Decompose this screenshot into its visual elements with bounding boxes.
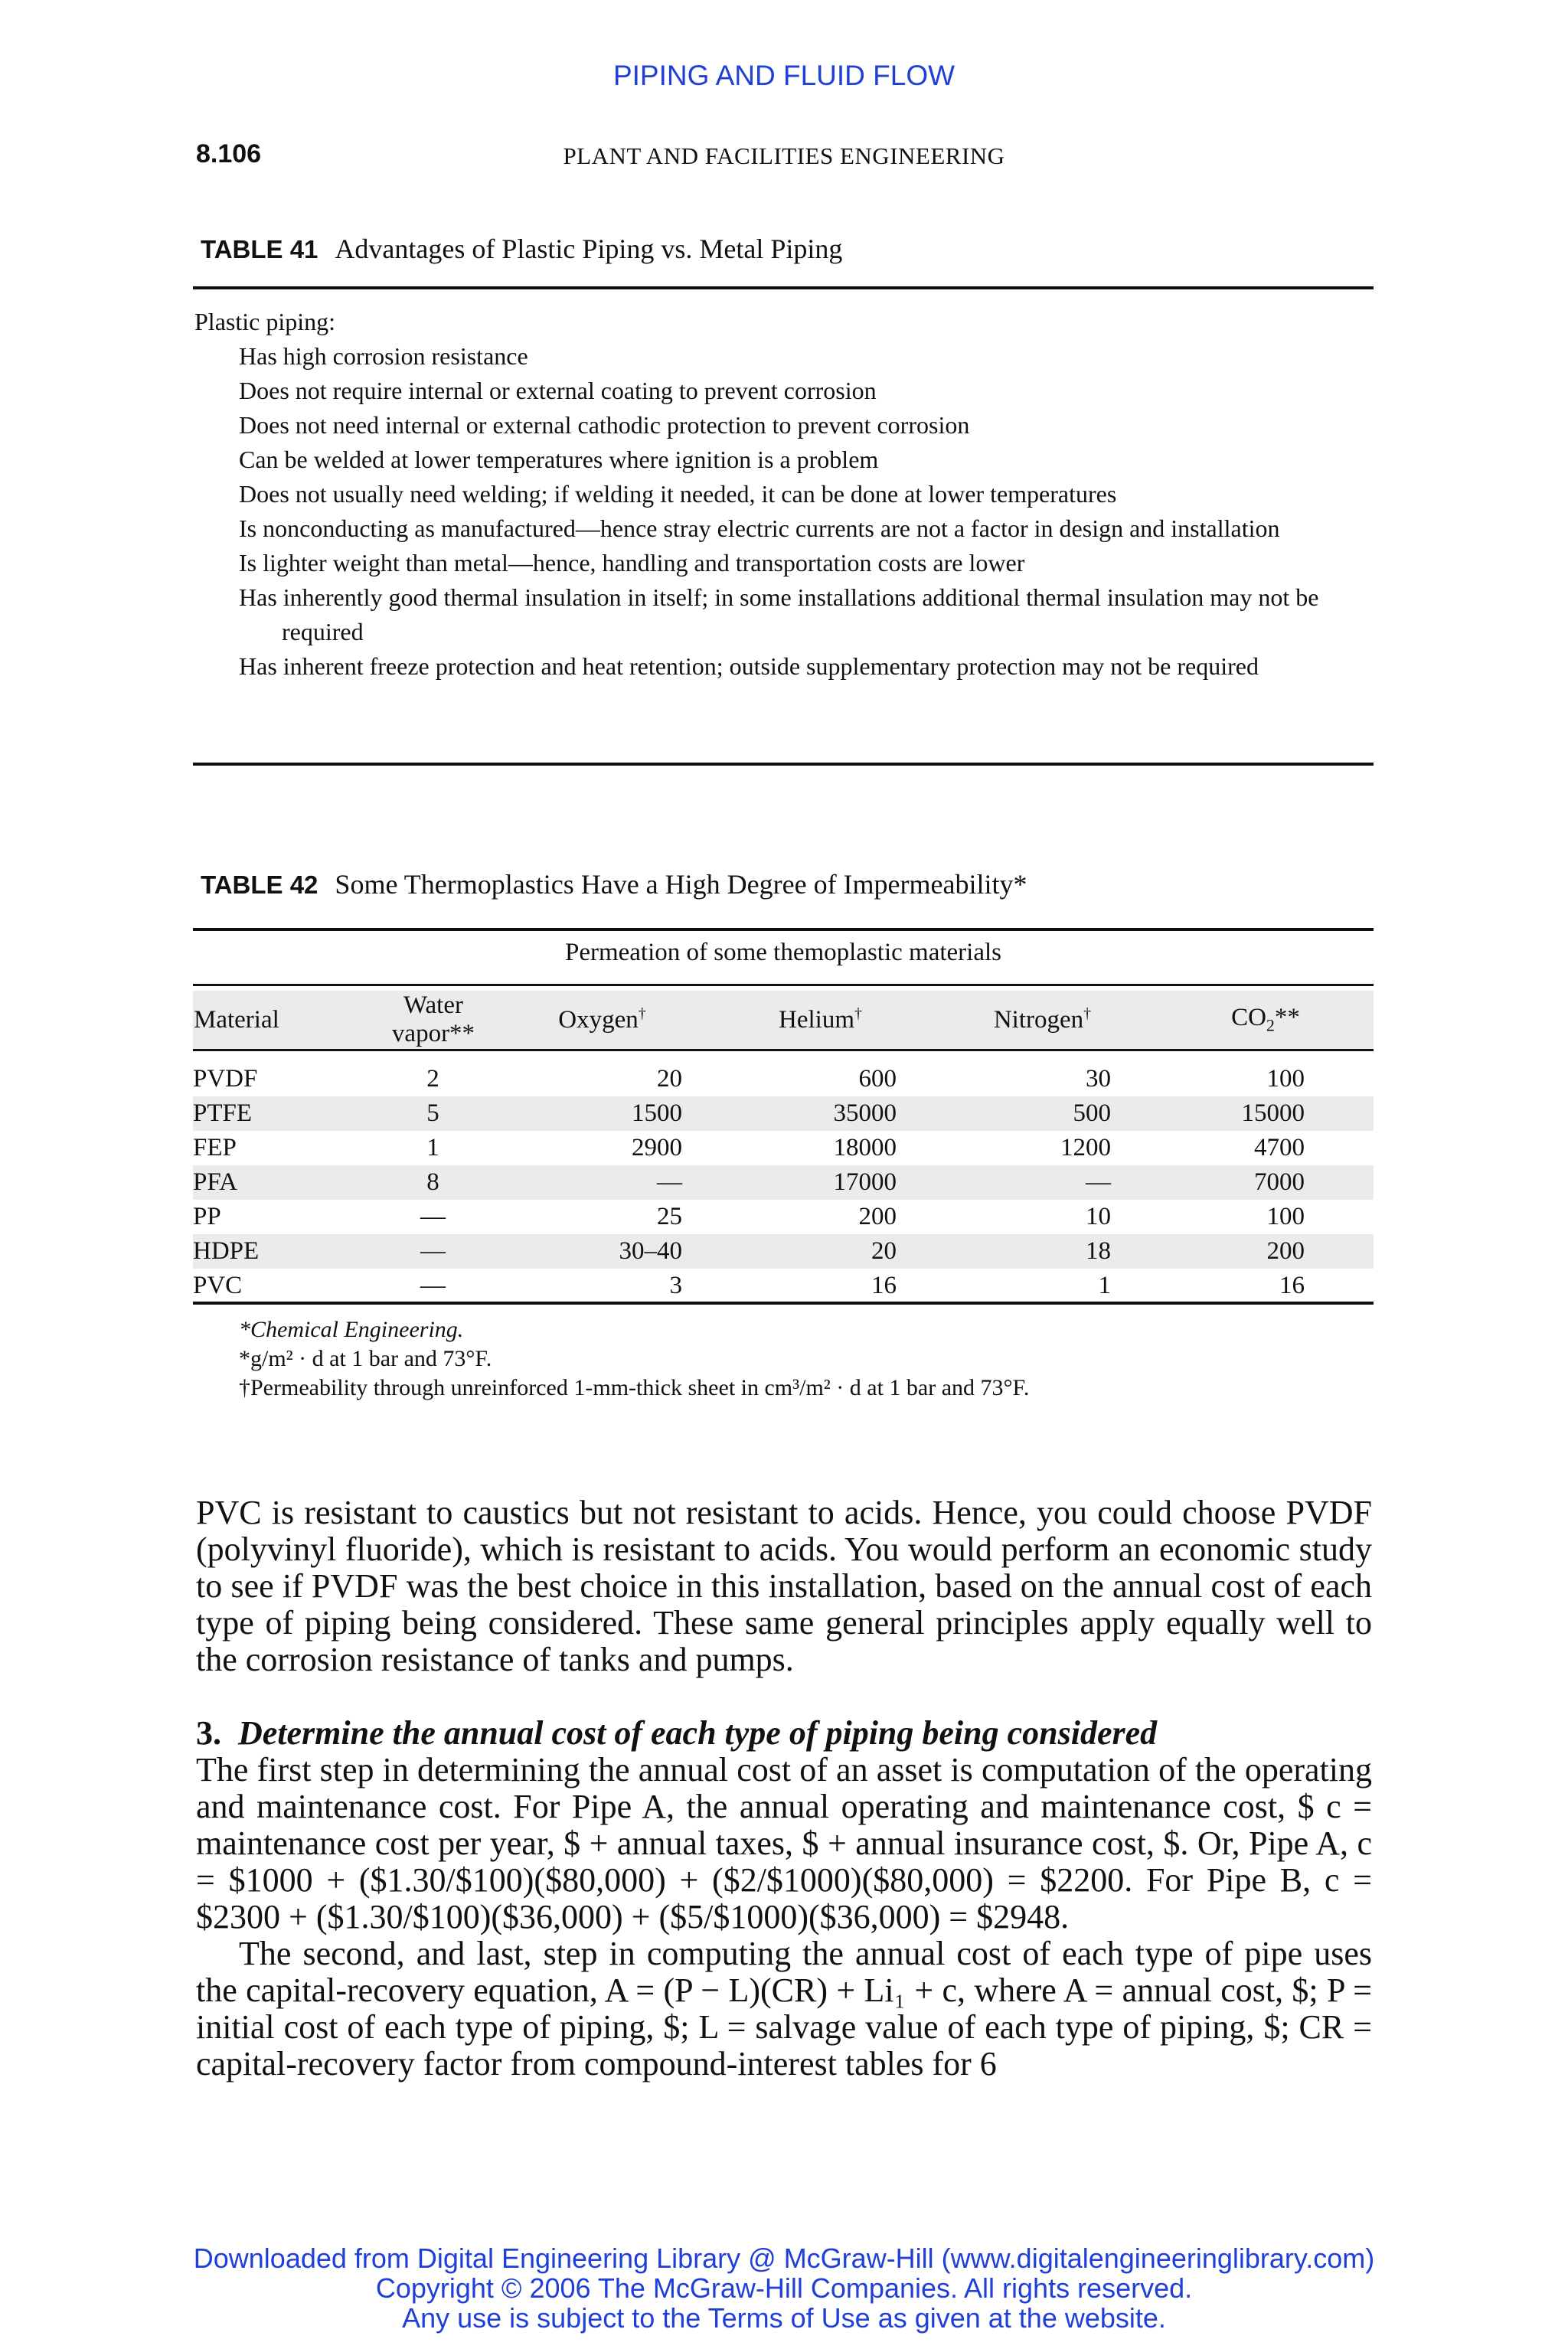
col-nitrogen: Nitrogen† <box>927 991 1157 1050</box>
cell-material: PVDF <box>193 1065 258 1093</box>
cell-helium: 17000 <box>713 1165 927 1200</box>
step-number: 3. <box>196 1714 221 1752</box>
cell-helium: 18000 <box>833 1134 897 1161</box>
cell-material: PTFE <box>193 1096 375 1131</box>
table-row <box>193 1200 1374 1234</box>
cell-nitrogen: 1200 <box>1060 1134 1111 1161</box>
col-material: Material <box>193 991 375 1050</box>
cell-co2: 100 <box>1266 1065 1305 1093</box>
cell-nitrogen: 500 <box>927 1096 1157 1131</box>
footer-copyright: Copyright © 2006 The McGraw-Hill Companies. All rights reserved. <box>375 2272 1193 2304</box>
cell-nitrogen: 30 <box>1086 1065 1111 1093</box>
table41-item: Is lighter weight than metal—hence, handling and transportation costs are lower <box>239 549 1025 577</box>
cell-water: 8 <box>375 1165 491 1200</box>
cell-oxygen: — <box>491 1165 713 1200</box>
table41-title: Advantages of Plastic Piping vs. Metal Piping <box>335 234 843 264</box>
cell-co2: 100 <box>1266 1203 1305 1230</box>
paragraph-2: The first step in determining the annual cost of an asset is computation of the operating and maintenance cost. For Pipe A, the annual operating and maintenance cost, $ c = maintenance cost per year, $ + annual taxes, $ + annual insurance cost, $. Or, Pipe A, c = $1000 + ($1.30/$100)($80,000) + ($2/$1000)($80,000) = $2200. For Pipe B, c = $2300 + ($1.30/$100)($36,000) + ($5/$1000)($36,000) = $2948. <box>196 1751 1372 1936</box>
body-text <box>196 1494 1372 2082</box>
paragraph-1: PVC is resistant to caustics but not resistant to acids. Hence, you could choose PVDF (polyvinyl fluoride), which is resistant to acids. You would perform an economic study to see if PVDF was the best choice in this installation, based on the annual cost of each type of piping being considered. These same general principles apply equally well to the corrosion resistance of tanks and pumps. <box>196 1494 1372 1678</box>
cell-nitrogen: 18 <box>927 1234 1157 1269</box>
cell-oxygen: 3 <box>669 1272 682 1299</box>
cell-nitrogen: — <box>927 1165 1157 1200</box>
cell-helium: 20 <box>713 1234 927 1269</box>
table42-notes <box>239 1315 1029 1403</box>
table41-item: Is nonconducting as manufactured—hence stray electric currents are not a factor in design and installation <box>239 514 1280 542</box>
cell-water: 5 <box>375 1096 491 1131</box>
cell-water: — <box>420 1272 446 1299</box>
table41-item: Does not need internal or external cathodic protection to prevent corrosion <box>239 411 970 439</box>
table41-caption <box>201 233 842 265</box>
cell-water: — <box>420 1203 446 1230</box>
step-heading <box>196 1715 1372 1752</box>
cell-helium: 35000 <box>713 1096 927 1131</box>
cell-co2: 4700 <box>1254 1134 1305 1161</box>
cell-water: — <box>375 1234 491 1269</box>
cell-oxygen: 20 <box>657 1065 682 1093</box>
table42-bottom-rule <box>193 1302 1374 1305</box>
table41-label: TABLE 41 <box>201 235 318 263</box>
table-row <box>193 1050 1374 1097</box>
table41-body <box>194 305 1374 684</box>
running-head: PLANT AND FACILITIES ENGINEERING <box>563 142 1005 169</box>
table42-title: Some Thermoplastics Have a High Degree of Impermeability* <box>335 869 1027 900</box>
table41-item: Has inherent freeze protection and heat retention; outside supplementary protection may not be required <box>239 652 1259 680</box>
table41-top-rule <box>193 286 1374 289</box>
col-helium: Helium† <box>713 991 927 1050</box>
cell-helium: 16 <box>871 1272 897 1299</box>
table-row <box>193 1131 1374 1165</box>
table41-item: Does not usually need welding; if welding it needed, it can be done at lower temperatures <box>239 480 1117 508</box>
table-header-row <box>193 991 1374 1050</box>
table41-bottom-rule <box>193 763 1374 766</box>
table-row <box>193 1269 1374 1315</box>
cell-oxygen: 1500 <box>491 1096 713 1131</box>
cell-oxygen: 2900 <box>632 1134 682 1161</box>
table42-subheading: Permeation of some themoplastic materials <box>564 939 1001 966</box>
note-source: *Chemical Engineering. <box>239 1317 464 1342</box>
table42-top-rule <box>193 928 1374 931</box>
footer <box>0 2243 1568 2333</box>
table42-caption <box>201 868 1027 900</box>
cell-nitrogen: 1 <box>1098 1272 1111 1299</box>
table41-list <box>194 339 1374 684</box>
cell-helium: 200 <box>858 1203 897 1230</box>
step-title: Determine the annual cost of each type of piping being considered <box>238 1714 1158 1752</box>
col-co2: $CO_2**$ <box>1157 991 1374 1050</box>
footer-download-link[interactable]: Downloaded from Digital Engineering Library @ McGraw-Hill (www.digitalengineeringlibrary.com) <box>193 2243 1375 2274</box>
cell-material: PVC <box>193 1272 243 1299</box>
table41-heading: Plastic piping: <box>194 308 335 335</box>
table-row <box>193 1096 1374 1131</box>
table-row <box>193 1234 1374 1269</box>
cell-material: PP <box>193 1203 221 1230</box>
cell-material: PFA <box>193 1165 375 1200</box>
cell-nitrogen: 10 <box>1086 1203 1111 1230</box>
paragraph-3: The second, and last, step in computing the annual cost of each type of pipe uses the capital-recovery equation, A = (P − L)(CR) + Li₁ + c, where A = annual cost, $; P = initial cost of each type of piping, $; L = salvage value of each type of piping, $; CR = capital-recovery factor from compound-interest tables for 6 <box>196 1935 1372 2082</box>
cell-oxygen: 25 <box>657 1203 682 1230</box>
cell-co2: 7000 <box>1157 1165 1374 1200</box>
table-row <box>193 1165 1374 1200</box>
page-number: 8.106 <box>196 139 262 168</box>
col-oxygen: Oxygen† <box>491 991 713 1050</box>
footer-terms[interactable]: Any use is subject to the Terms of Use as given at the website. <box>402 2302 1166 2334</box>
table42-subheading-rule <box>193 984 1374 986</box>
cell-water: 2 <box>426 1065 439 1093</box>
table41-item: Does not require internal or external coating to prevent corrosion <box>239 377 877 404</box>
col-water-vapor: Water vapor** <box>375 991 491 1050</box>
cell-material: HDPE <box>193 1234 375 1269</box>
chapter-link[interactable]: PIPING AND FLUID FLOW <box>612 60 956 91</box>
table41-item: Has inherently good thermal insulation in itself; in some installations additional thermal insulation may not be required <box>239 583 1319 645</box>
note-gas-units: †Permeability through unreinforced 1-mm-thick sheet in cm³/m² · d at 1 bar and 73°F. <box>239 1375 1030 1400</box>
cell-helium: 600 <box>858 1065 897 1093</box>
cell-water: 1 <box>426 1134 439 1161</box>
table41-item: Has high corrosion resistance <box>239 342 528 370</box>
permeation-table <box>193 991 1374 1315</box>
table42-label: TABLE 42 <box>201 871 318 899</box>
cell-oxygen: 30–40 <box>491 1234 713 1269</box>
cell-co2: 200 <box>1157 1234 1374 1269</box>
table41-item: Can be welded at lower temperatures where ignition is a problem <box>239 446 879 473</box>
cell-co2: 15000 <box>1157 1096 1374 1131</box>
note-water-units: *g/m² · d at 1 bar and 73°F. <box>239 1346 492 1371</box>
cell-co2: 16 <box>1279 1272 1305 1299</box>
cell-material: FEP <box>193 1134 237 1161</box>
